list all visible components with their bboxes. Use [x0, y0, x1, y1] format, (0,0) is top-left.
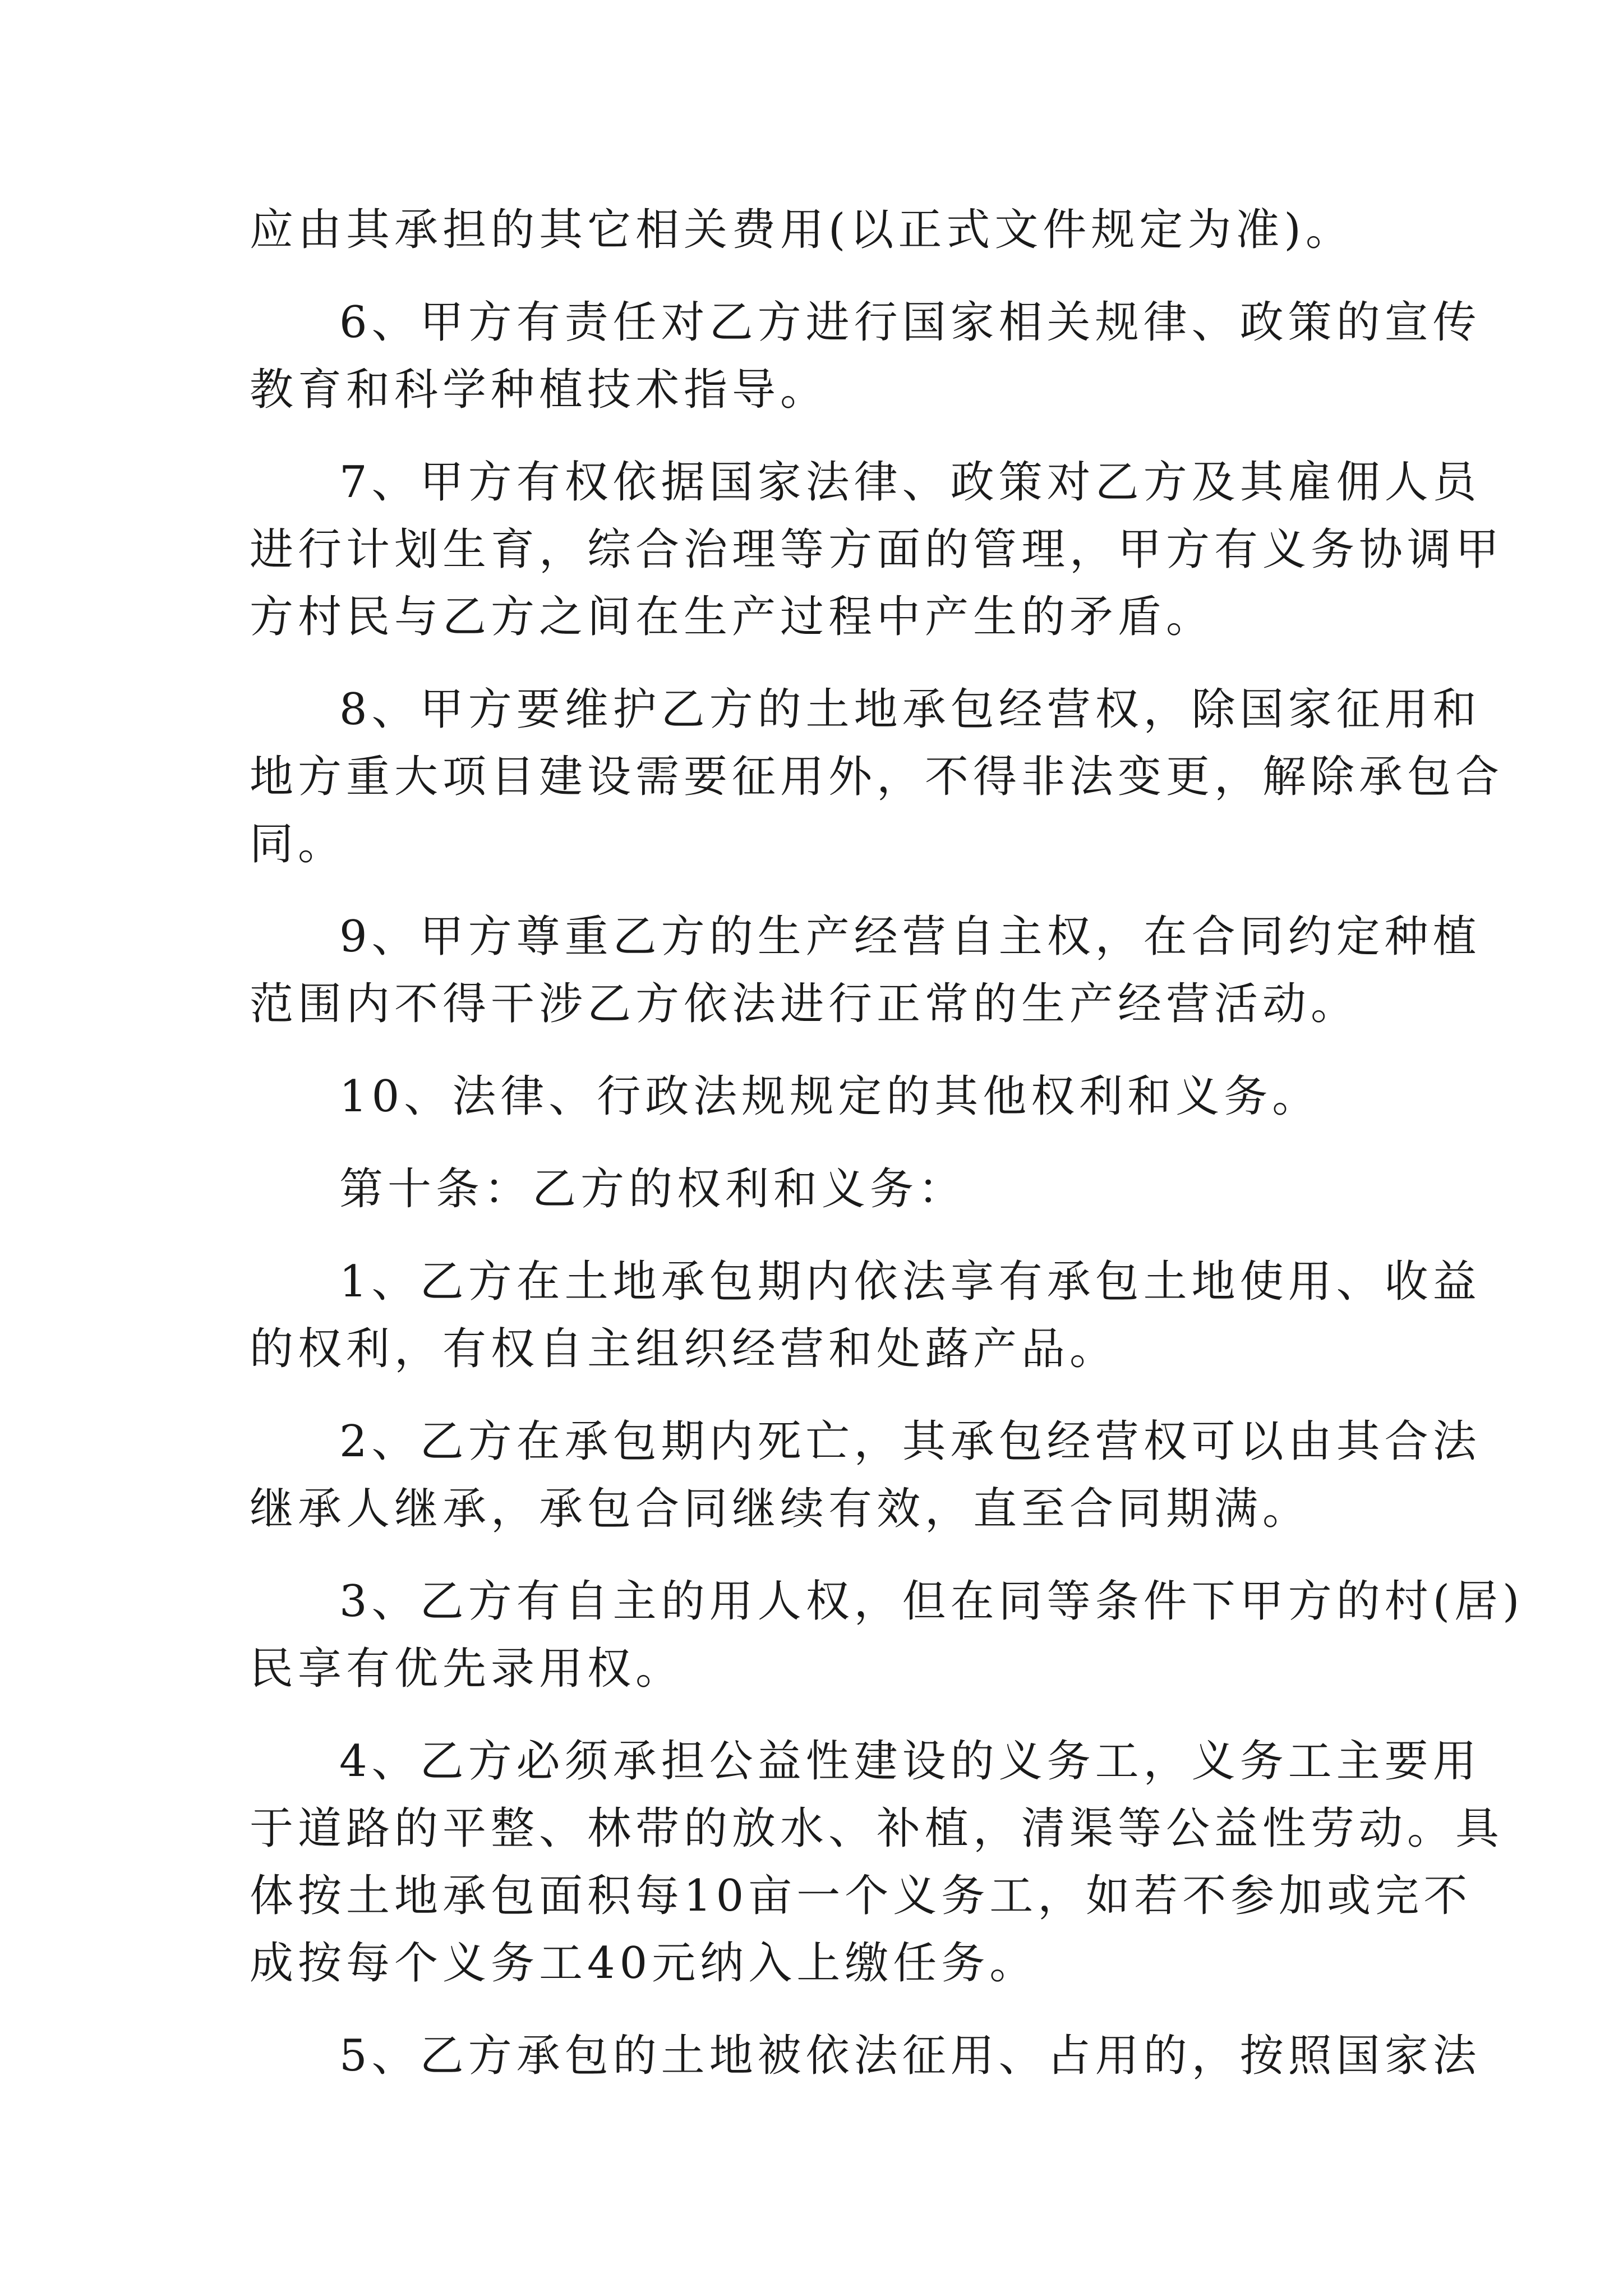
text-line: 教育和科学种植技术指导。 [250, 365, 829, 415]
text-line: 3、乙方有自主的用人权，但在同等条件下甲方的村(居) [339, 1576, 1524, 1627]
text-line: 地方重大项目建设需要征用外，不得非法变更，解除承包合 [250, 752, 1504, 802]
text-line: 范围内不得干涉乙方依法进行正常的生产经营活动。 [250, 979, 1359, 1029]
text-line: 继承人继承，承包合同继续有效，直至合同期满。 [250, 1484, 1311, 1534]
text-line: 5、乙方承包的土地被依法征用、占用的，按照国家法 [339, 2031, 1481, 2081]
text-line: 应由其承担的其它相关费用(以正式文件规定为准)。 [250, 205, 1354, 255]
text-line: 方村民与乙方之间在生产过程中产生的矛盾。 [250, 592, 1215, 642]
document-body [250, 196, 1524, 2090]
text-line: 2、乙方在承包期内死亡，其承包经营权可以由其合法 [339, 1416, 1481, 1467]
section-heading: 第十条：乙方的权利和义务： [339, 1164, 967, 1214]
text-line: 成按每个义务工40元纳入上缴任务。 [250, 1938, 1038, 1989]
text-line: 于道路的平整、林带的放水、补植，清渠等公益性劳动。具 [250, 1803, 1504, 1854]
text-line: 民享有优先录用权。 [250, 1644, 684, 1694]
text-line: 6、甲方有责任对乙方进行国家相关规律、政策的宣传 [339, 297, 1481, 348]
text-line: 同。 [250, 819, 347, 869]
text-line: 1、乙方在土地承包期内依法享有承包土地使用、收益 [339, 1257, 1481, 1307]
text-line: 10、法律、行政法规规定的其他权利和义务。 [339, 1071, 1321, 1122]
text-line: 体按土地承包面积每10亩一个义务工，如若不参加或完不 [250, 1871, 1472, 1921]
text-line: 8、甲方要维护乙方的土地承包经营权，除国家征用和 [339, 684, 1481, 735]
text-line: 的权利，有权自主组织经营和处蕗产品。 [250, 1324, 1118, 1374]
text-line: 7、甲方有权依据国家法律、政策对乙方及其雇佣人员 [339, 457, 1481, 508]
text-line: 进行计划生育，综合治理等方面的管理，甲方有义务协调甲 [250, 524, 1504, 575]
text-line: 9、甲方尊重乙方的生产经营自主权，在合同约定种植 [339, 912, 1481, 962]
text-line: 4、乙方必须承担公益性建设的义务工，义务工主要用 [339, 1736, 1481, 1787]
